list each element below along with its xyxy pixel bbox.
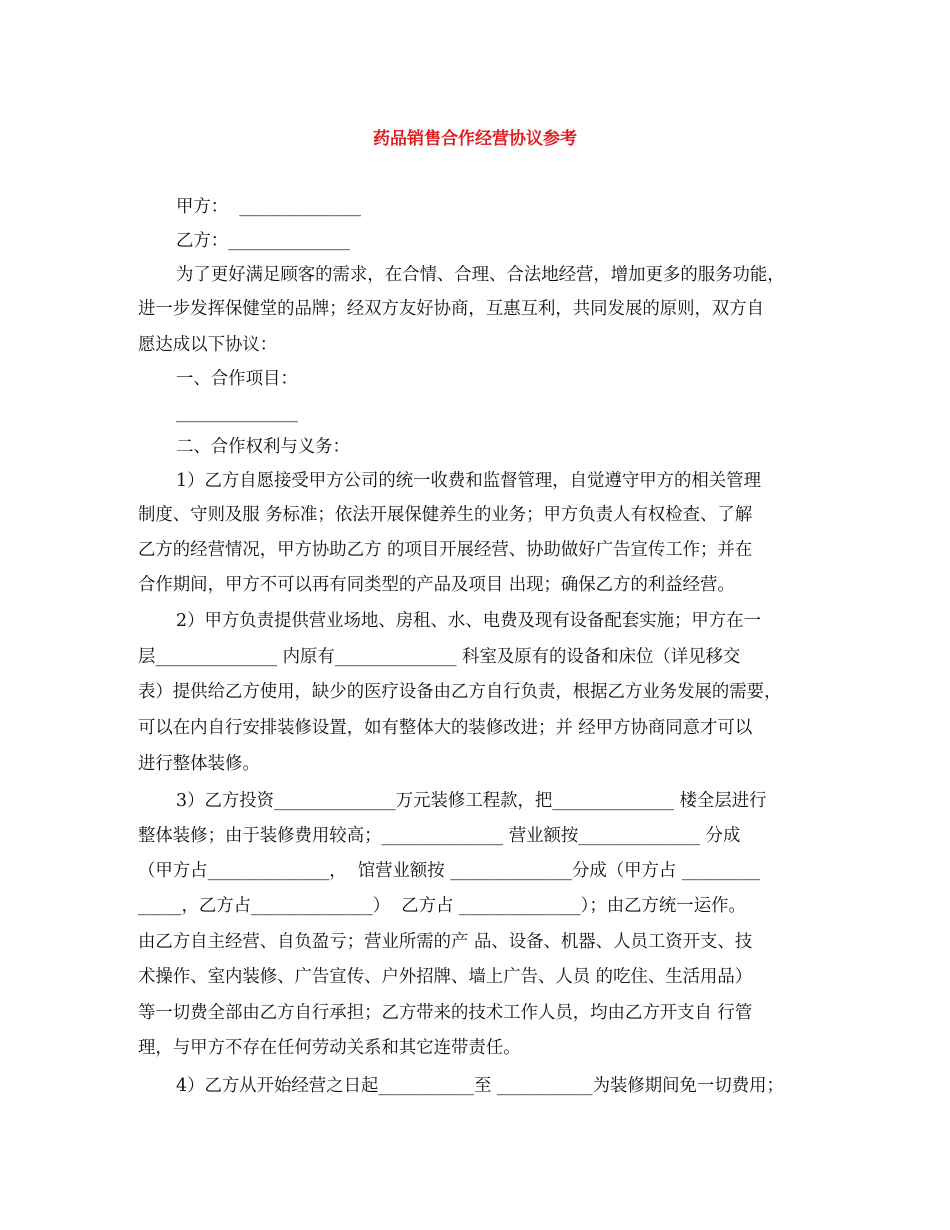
party-b-line: 乙方：______________ [176,231,350,251]
paragraph-line: 3）乙方投资______________万元装修工程款，把______________ 楼全层进行 [176,791,767,811]
party-a-line: 甲方： ______________ [176,197,361,217]
paragraph-line: 整体装修；由于装修费用较高；______________ 营业额按______________ 分成 [138,826,741,846]
document-title: 药品销售合作经营协议参考 [373,129,577,149]
paragraph-line: 等一切费全部由乙方自行承担；乙方带来的技术工作人员，均由乙方开支自 行管 [138,1003,753,1023]
paragraph-line: 2）甲方负责提供营业场地、房租、水、电费及现有设备配套实施；甲方在一 [176,611,761,631]
paragraph-line: 理，与甲方不存在任何劳动关系和其它连带责任。 [138,1038,521,1058]
paragraph-line: 乙方的经营情况，甲方协助乙方 的项目开展经营、协助做好广告宣传工作；并在 [138,540,753,560]
blank-field: ______________ [176,403,298,423]
paragraph-line: 层______________ 内原有______________ 科室及原有的设备和床位（详见移交 [138,647,741,667]
paragraph-line: 愿达成以下协议： [138,335,278,355]
paragraph-line: 进一步发挥保健堂的品牌；经双方友好协商，互惠互利，共同发展的原则，双方自 [138,299,765,319]
section-heading: 二、合作权利与义务： [176,437,350,457]
paragraph-line: 制度、守则及服 务标准；依法开展保健养生的业务；甲方负责人有权检查、了解 [138,505,753,525]
paragraph-line: 为了更好满足顾客的需求，在合情、合理、合法地经营，增加更多的服务功能， [176,265,785,285]
paragraph-line: 合作期间，甲方不可以再有同类型的产品及项目 出现；确保乙方的利益经营。 [138,575,735,595]
paragraph-line: 进行整体装修。 [138,754,260,774]
section-heading: 一、合作项目： [176,369,298,389]
paragraph-line: 4）乙方从开始经营之日起___________至 ___________为装修期间免一切费用； [176,1076,784,1096]
paragraph-line: 由乙方自主经营、自负盈亏；营业所需的产 品、设备、机器、人员工资开支、技 [138,932,753,952]
paragraph-line: （甲方占______________， 馆营业额按 ______________分成（甲方占 _________ [138,861,761,881]
paragraph-line: 表）提供给乙方使用，缺少的医疗设备由乙方自行负责，根据乙方业务发展的需要， [138,682,782,702]
paragraph-line: 术操作、室内装修、广告宣传、户外招牌、墙上广告、人员 的吃住、生活用品） [138,967,753,987]
paragraph-line: _____，乙方占______________） 乙方占 ______________）；由乙方统一运作。 [138,896,746,916]
paragraph-line: 1）乙方自愿接受甲方公司的统一收费和监督管理，自觉遵守甲方的相关管理 [176,471,761,491]
paragraph-line: 可以在内自行安排装修设置，如有整体大的装修改进；并 经甲方协商同意才可以 [138,718,753,738]
